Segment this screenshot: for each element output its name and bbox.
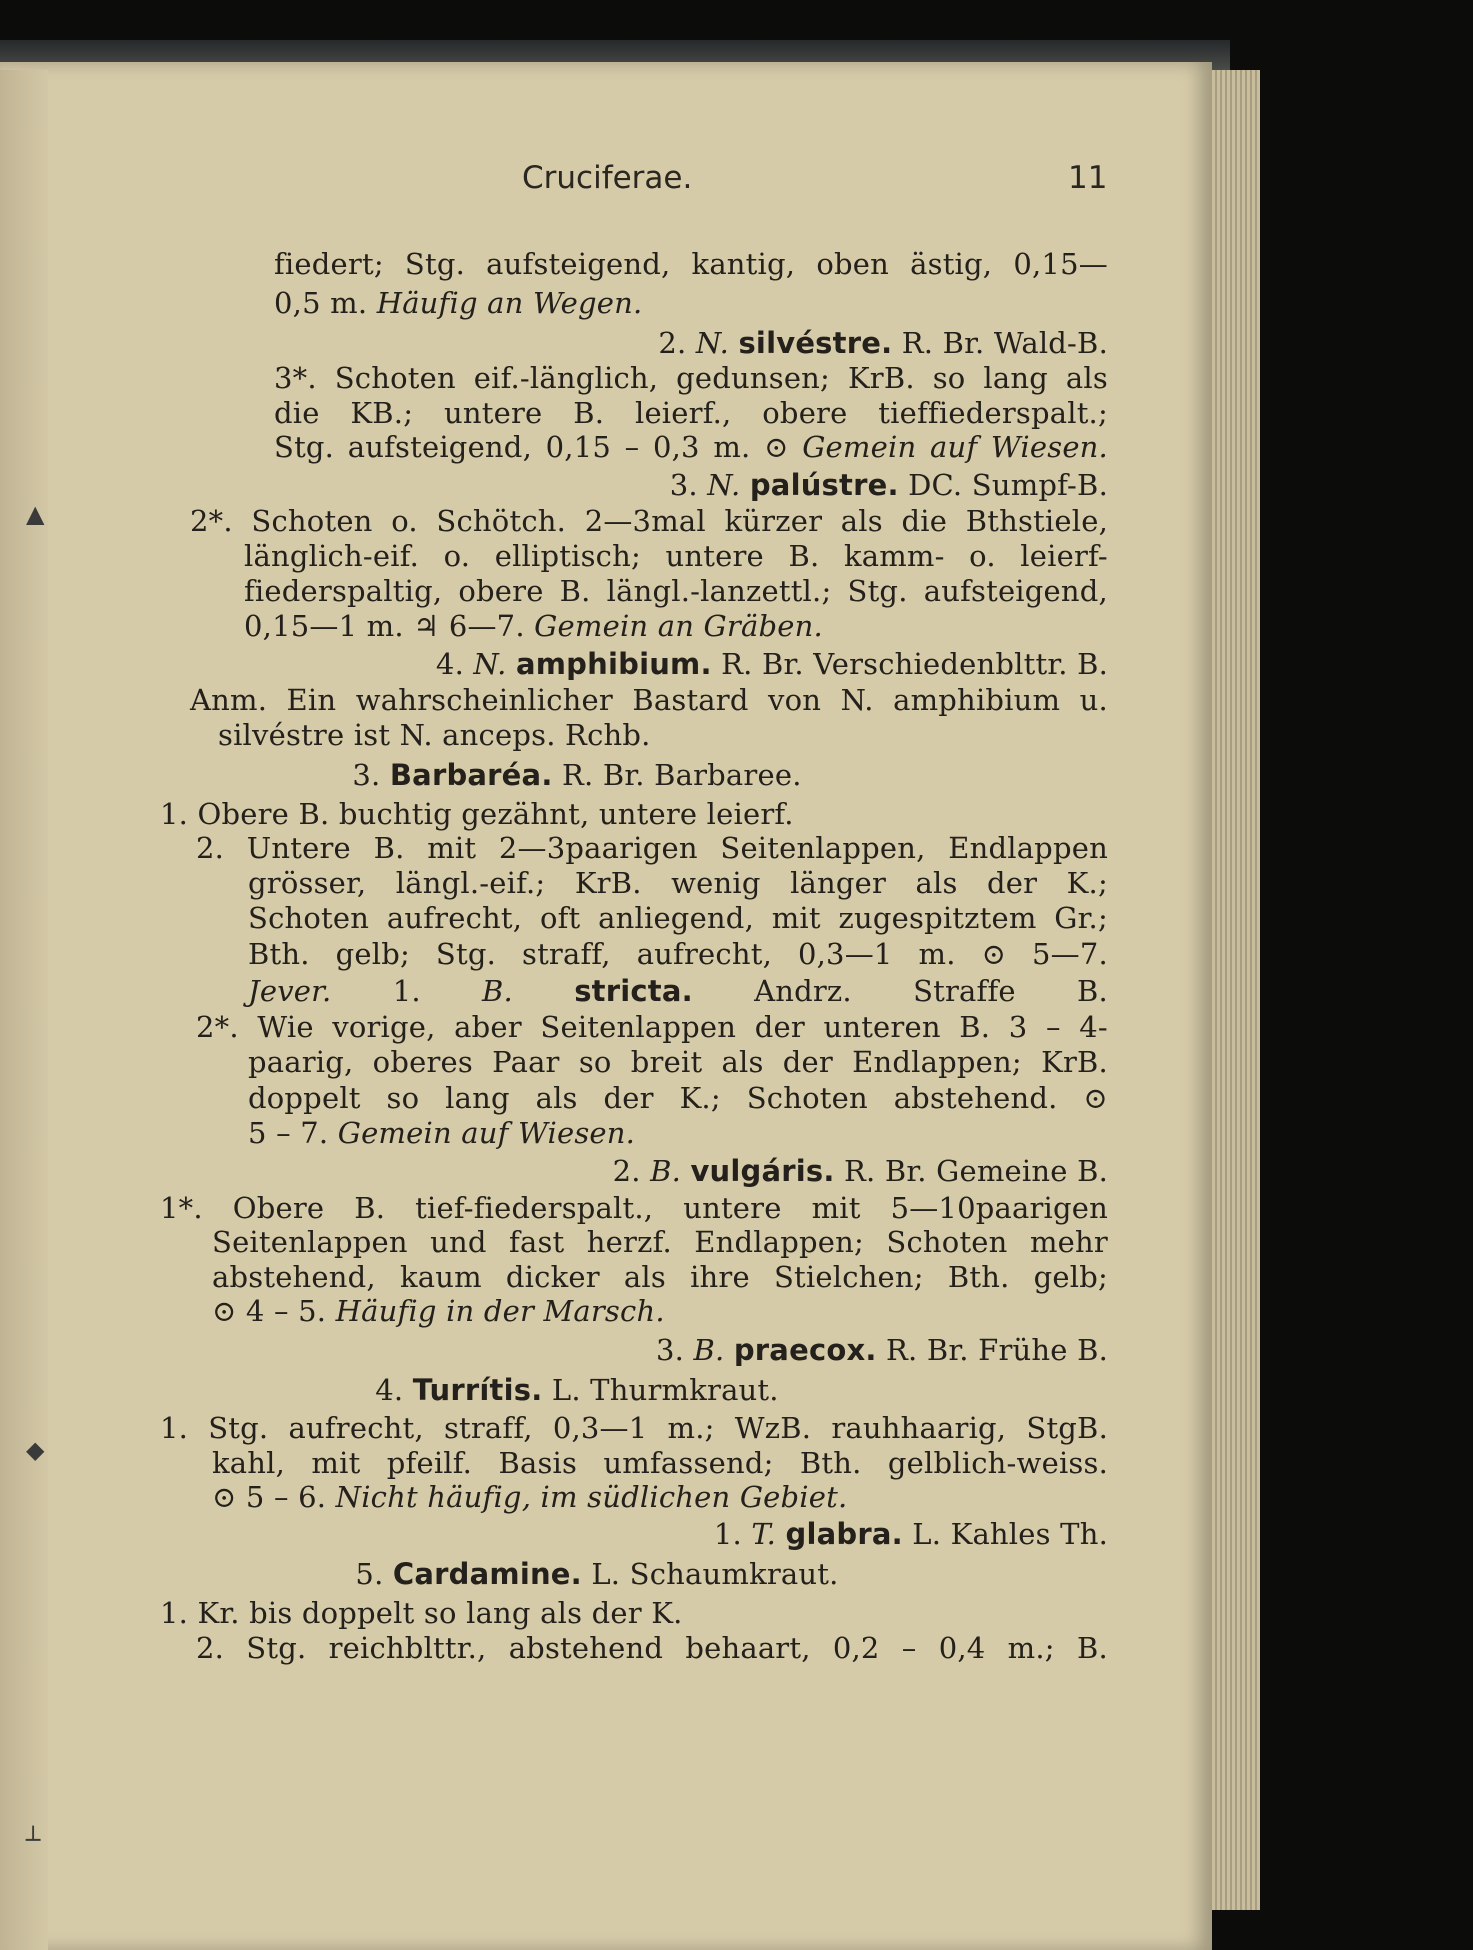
text-line: fiedert; Stg. aufsteigend, kantig, oben ästig, 0,15— bbox=[274, 247, 1108, 281]
text-line: 3. Barbaréa. R. Br. Barbaree. bbox=[352, 758, 802, 792]
text-line: silvéstre ist N. anceps. Rchb. bbox=[218, 718, 651, 752]
text-line: Anm. Ein wahrscheinlicher Bastard von N. amphibium u. bbox=[190, 683, 1108, 717]
text-line: 0,5 m. Häufig an Wegen. bbox=[274, 286, 643, 320]
text-line: 1. Kr. bis doppelt so lang als der K. bbox=[160, 1596, 683, 1630]
margin-mark: ┴ bbox=[26, 1826, 41, 1854]
text-line: Jever. 1. B. stricta. Andrz. Straffe B. bbox=[248, 974, 1108, 1008]
text-line: 3*. Schoten eif.-länglich, gedunsen; KrB. so lang als bbox=[274, 361, 1108, 395]
text-line: 2*. Schoten o. Schötch. 2—3mal kürzer als die Bthstiele, bbox=[190, 504, 1108, 538]
running-header-title: Cruciferae. bbox=[522, 160, 693, 196]
text-line: 3. N. palústre. DC. Sumpf-B. bbox=[669, 468, 1108, 502]
text-line: fiederspaltig, obere B. längl.-lanzettl.; Stg. aufsteigend, bbox=[244, 574, 1108, 608]
text-line: ⊙ 4 – 5. Häufig in der Marsch. bbox=[212, 1294, 665, 1328]
text-line: 5. Cardamine. L. Schaumkraut. bbox=[355, 1557, 839, 1591]
text-line: 1. Obere B. buchtig gezähnt, untere leierf. bbox=[160, 797, 794, 831]
text-line: länglich-eif. o. elliptisch; untere B. kamm- o. leierf- bbox=[244, 539, 1108, 573]
text-line: 1*. Obere B. tief-fiederspalt., untere mit 5—10paarigen bbox=[160, 1191, 1108, 1225]
text-line: 2. B. vulgáris. R. Br. Gemeine B. bbox=[612, 1154, 1108, 1188]
text-line: doppelt so lang als der K.; Schoten abstehend. ⊙ bbox=[248, 1081, 1108, 1115]
text-line: 3. B. praecox. R. Br. Frühe B. bbox=[655, 1333, 1108, 1367]
text-line: 0,15—1 m. ♃ 6—7. Gemein an Gräben. bbox=[244, 609, 823, 643]
margin-mark: ▲ bbox=[26, 500, 45, 528]
text-line: 2. Untere B. mit 2—3paarigen Seitenlappen, Endlappen bbox=[196, 831, 1108, 865]
text-line: 2. Stg. reichblttr., abstehend behaart, 0,2 – 0,4 m.; B. bbox=[196, 1631, 1108, 1665]
text-line: 4. Turrítis. L. Thurmkraut. bbox=[375, 1373, 779, 1407]
text-line: Stg. aufsteigend, 0,15 – 0,3 m. ⊙ Gemein auf Wiesen. bbox=[274, 430, 1108, 464]
text-line: 5 – 7. Gemein auf Wiesen. bbox=[248, 1116, 636, 1150]
text-line: Schoten aufrecht, oft anliegend, mit zugespitztem Gr.; bbox=[248, 901, 1108, 935]
text-line: 1. Stg. aufrecht, straff, 0,3—1 m.; WzB. rauhhaarig, StgB. bbox=[160, 1411, 1108, 1445]
left-page-margin bbox=[0, 70, 48, 1950]
text-line: 4. N. amphibium. R. Br. Verschiedenblttr. B. bbox=[435, 647, 1108, 681]
text-line: 2*. Wie vorige, aber Seitenlappen der unteren B. 3 – 4- bbox=[196, 1010, 1108, 1044]
page-edges bbox=[1212, 70, 1260, 1910]
text-line: grösser, längl.-eif.; KrB. wenig länger als der K.; bbox=[248, 866, 1108, 900]
margin-mark: ◆ bbox=[26, 1436, 45, 1464]
text-line: die KB.; untere B. leierf., obere tieffiederspalt.; bbox=[274, 396, 1108, 430]
text-line: 1. T. glabra. L. Kahles Th. bbox=[713, 1517, 1108, 1551]
text-line: Bth. gelb; Stg. straff, aufrecht, 0,3—1 m. ⊙ 5—7. bbox=[248, 937, 1108, 971]
text-line: ⊙ 5 – 6. Nicht häufig, im südlichen Gebiet. bbox=[212, 1480, 848, 1514]
text-line: abstehend, kaum dicker als ihre Stielchen; Bth. gelb; bbox=[212, 1260, 1108, 1294]
text-line: kahl, mit pfeilf. Basis umfassend; Bth. gelblich-weiss. bbox=[212, 1446, 1108, 1480]
text-line: Seitenlappen und fast herzf. Endlappen; Schoten mehr bbox=[212, 1225, 1108, 1259]
text-line: 2. N. silvéstre. R. Br. Wald-B. bbox=[658, 326, 1108, 360]
text-line: paarig, oberes Paar so breit als der Endlappen; KrB. bbox=[248, 1045, 1108, 1079]
page-number: 11 bbox=[1068, 160, 1108, 196]
